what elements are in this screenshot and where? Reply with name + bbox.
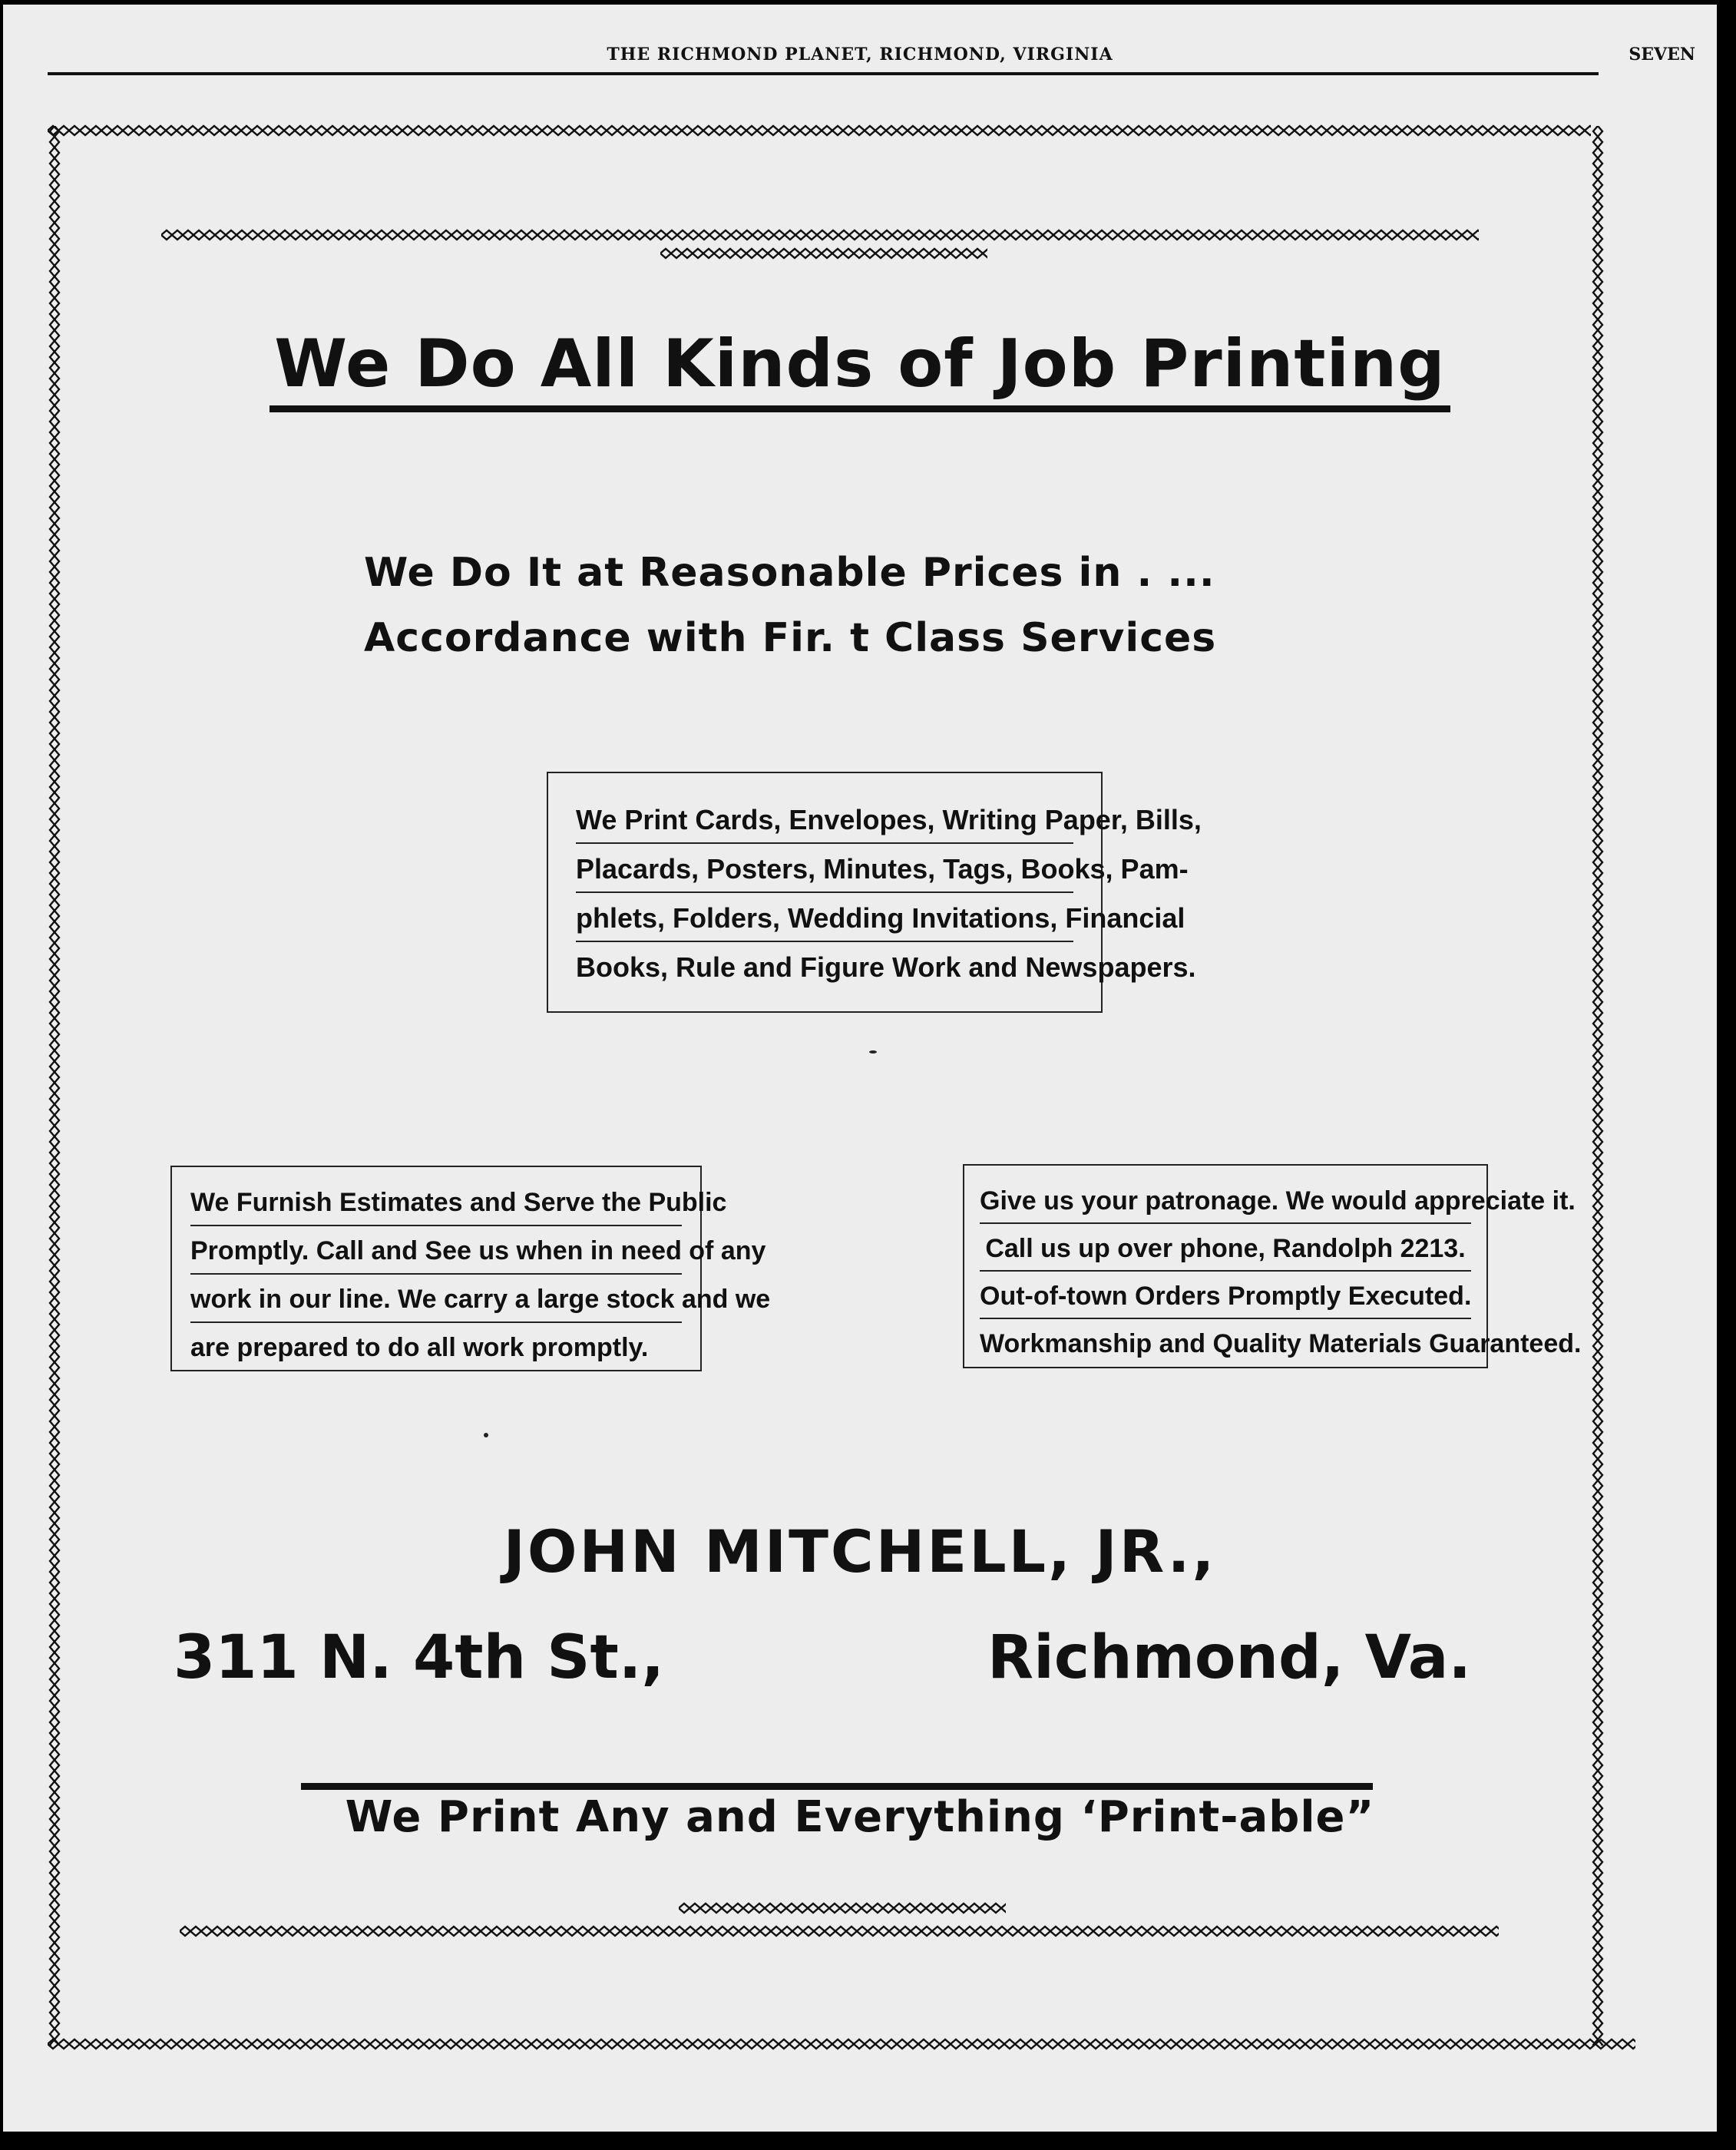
patronage-box [963, 1164, 1582, 1368]
patronage-line: Call us up over phone, Randolph 2213. [980, 1224, 1471, 1272]
patronage-line: Workmanship and Quality Materials Guaranteed. [980, 1329, 1582, 1358]
border-right-pattern [1591, 126, 1605, 2046]
services-line: We Print Cards, Envelopes, Writing Paper, Bills, [576, 795, 1073, 844]
services-box [547, 772, 1202, 1013]
border-bottom [48, 2037, 1635, 2051]
newspaper-page [3, 5, 1717, 2132]
masthead: THE RICHMOND PLANET, RICHMOND, VIRGINIA [607, 45, 1113, 64]
bottom-ornament-short [679, 1901, 1006, 1915]
top-ornament-short [660, 246, 987, 260]
estimates-line: work in our line. We carry a large stock and we [190, 1275, 682, 1323]
estimates-line: We Furnish Estimates and Serve the Public [190, 1178, 682, 1226]
bottom-ornament-long-pattern [180, 1924, 1499, 1938]
patronage-line: Give us your patronage. We would appreciate it. [980, 1176, 1471, 1224]
estimates-box [170, 1166, 771, 1371]
headline [3, 326, 1717, 412]
border-left [48, 126, 61, 2046]
top-ornament-long-pattern [161, 228, 1479, 242]
header-rule [48, 72, 1599, 75]
border-left-pattern [48, 126, 61, 2046]
speck [484, 1433, 488, 1437]
bottom-ornament-long [180, 1924, 1499, 1938]
city-address: Richmond, Va. [987, 1623, 1471, 1692]
subhead-line-2: Accordance with Fir. t Class Services [364, 615, 1217, 661]
border-right [1591, 126, 1605, 2046]
bottom-ornament-short-pattern [679, 1901, 1006, 1915]
services-line: Books, Rule and Figure Work and Newspapers. [576, 951, 1196, 983]
border-top-pattern [48, 124, 1591, 137]
speck [869, 1050, 877, 1054]
page-label: SEVEN [1629, 45, 1695, 64]
top-ornament-long [161, 228, 1479, 242]
services-line: phlets, Folders, Wedding Invitations, Financial [576, 893, 1073, 942]
proprietor-name: JOHN MITCHELL, JR., [503, 1517, 1217, 1586]
top-ornament-short-pattern [660, 246, 987, 260]
tagline-rule [301, 1783, 1373, 1790]
street-address: 311 N. 4th St., [174, 1623, 665, 1692]
subhead-line-1: We Do It at Reasonable Prices in . ... [364, 550, 1215, 596]
headline-text: We Do All Kinds of Job Printing [269, 326, 1450, 412]
border-top [48, 124, 1591, 137]
estimates-line: Promptly. Call and See us when in need of any [190, 1226, 682, 1275]
patronage-line: Out-of-town Orders Promptly Executed. [980, 1272, 1471, 1319]
tagline: We Print Any and Everything ‘Print-able” [345, 1792, 1375, 1842]
estimates-line: are prepared to do all work promptly. [190, 1333, 649, 1362]
services-line: Placards, Posters, Minutes, Tags, Books, Pam- [576, 844, 1073, 893]
border-bottom-pattern [48, 2037, 1635, 2051]
